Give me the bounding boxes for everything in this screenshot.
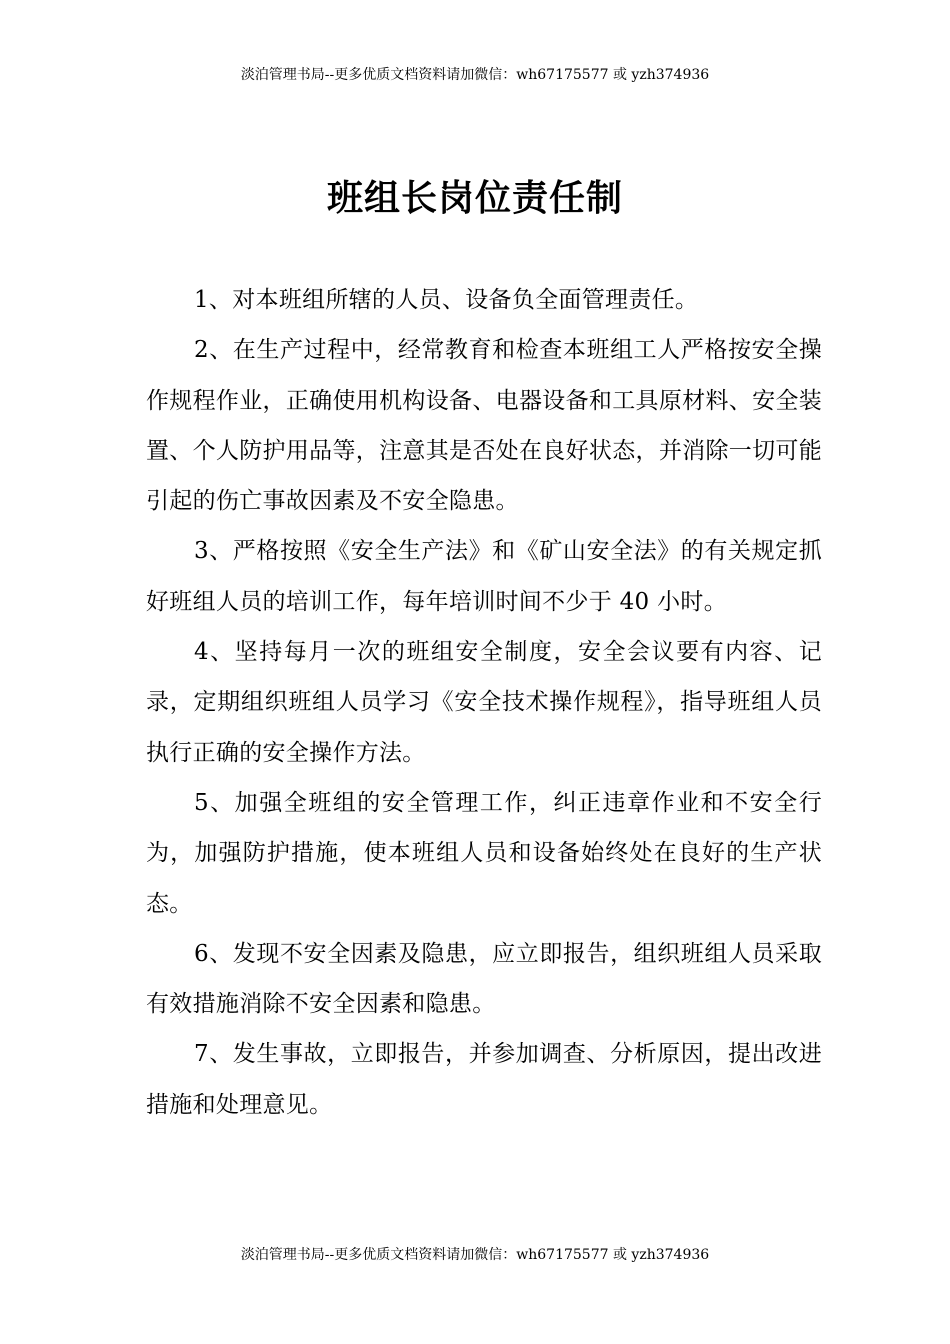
paragraph-6: 6、发现不安全因素及隐患，应立即报告，组织班组人员采取有效措施消除不安全因素和隐患。 <box>146 940 822 1018</box>
paragraph-4: 4、坚持每月一次的班组安全制度，安全会议要有内容、记录，定期组织班组人员学习《安全技术操作规程》，指导班组人员执行正确的安全操作方法。 <box>146 639 822 766</box>
paragraph-1: 1、对本班组所辖的人员、设备负全面管理责任。 <box>194 287 699 313</box>
paragraph-7: 7、发生事故，立即报告，并参加调查、分析原因，提出改进措施和处理意见。 <box>146 1041 822 1118</box>
document-body <box>146 275 822 1130</box>
paragraph-5: 5、加强全班组的安全管理工作，纠正违章作业和不安全行为，加强防护措施，使本班组人员和设备始终处在良好的生产状态。 <box>146 789 822 917</box>
page-footer-note: 淡泊管理书局--更多优质文档资料请加微信：wh67175577 或 yzh374936 <box>240 1247 710 1263</box>
paragraph-3: 3、严格按照《安全生产法》和《矿山安全法》的有关规定抓好班组人员的培训工作，每年培训时间不少于 40 小时。 <box>146 538 822 615</box>
paragraph-2: 2、在生产过程中，经常教育和检查本班组工人严格按安全操作规程作业，正确使用机构设备、电器设备和工具原材料、安全装置、个人防护用品等，注意其是否处在良好状态，并消除一切可能引起的伤亡事故因素及不安全隐患。 <box>146 337 822 515</box>
page-header-note: 淡泊管理书局--更多优质文档资料请加微信：wh67175577 或 yzh374936 <box>240 67 710 83</box>
document-title: 班组长岗位责任制 <box>326 178 623 219</box>
